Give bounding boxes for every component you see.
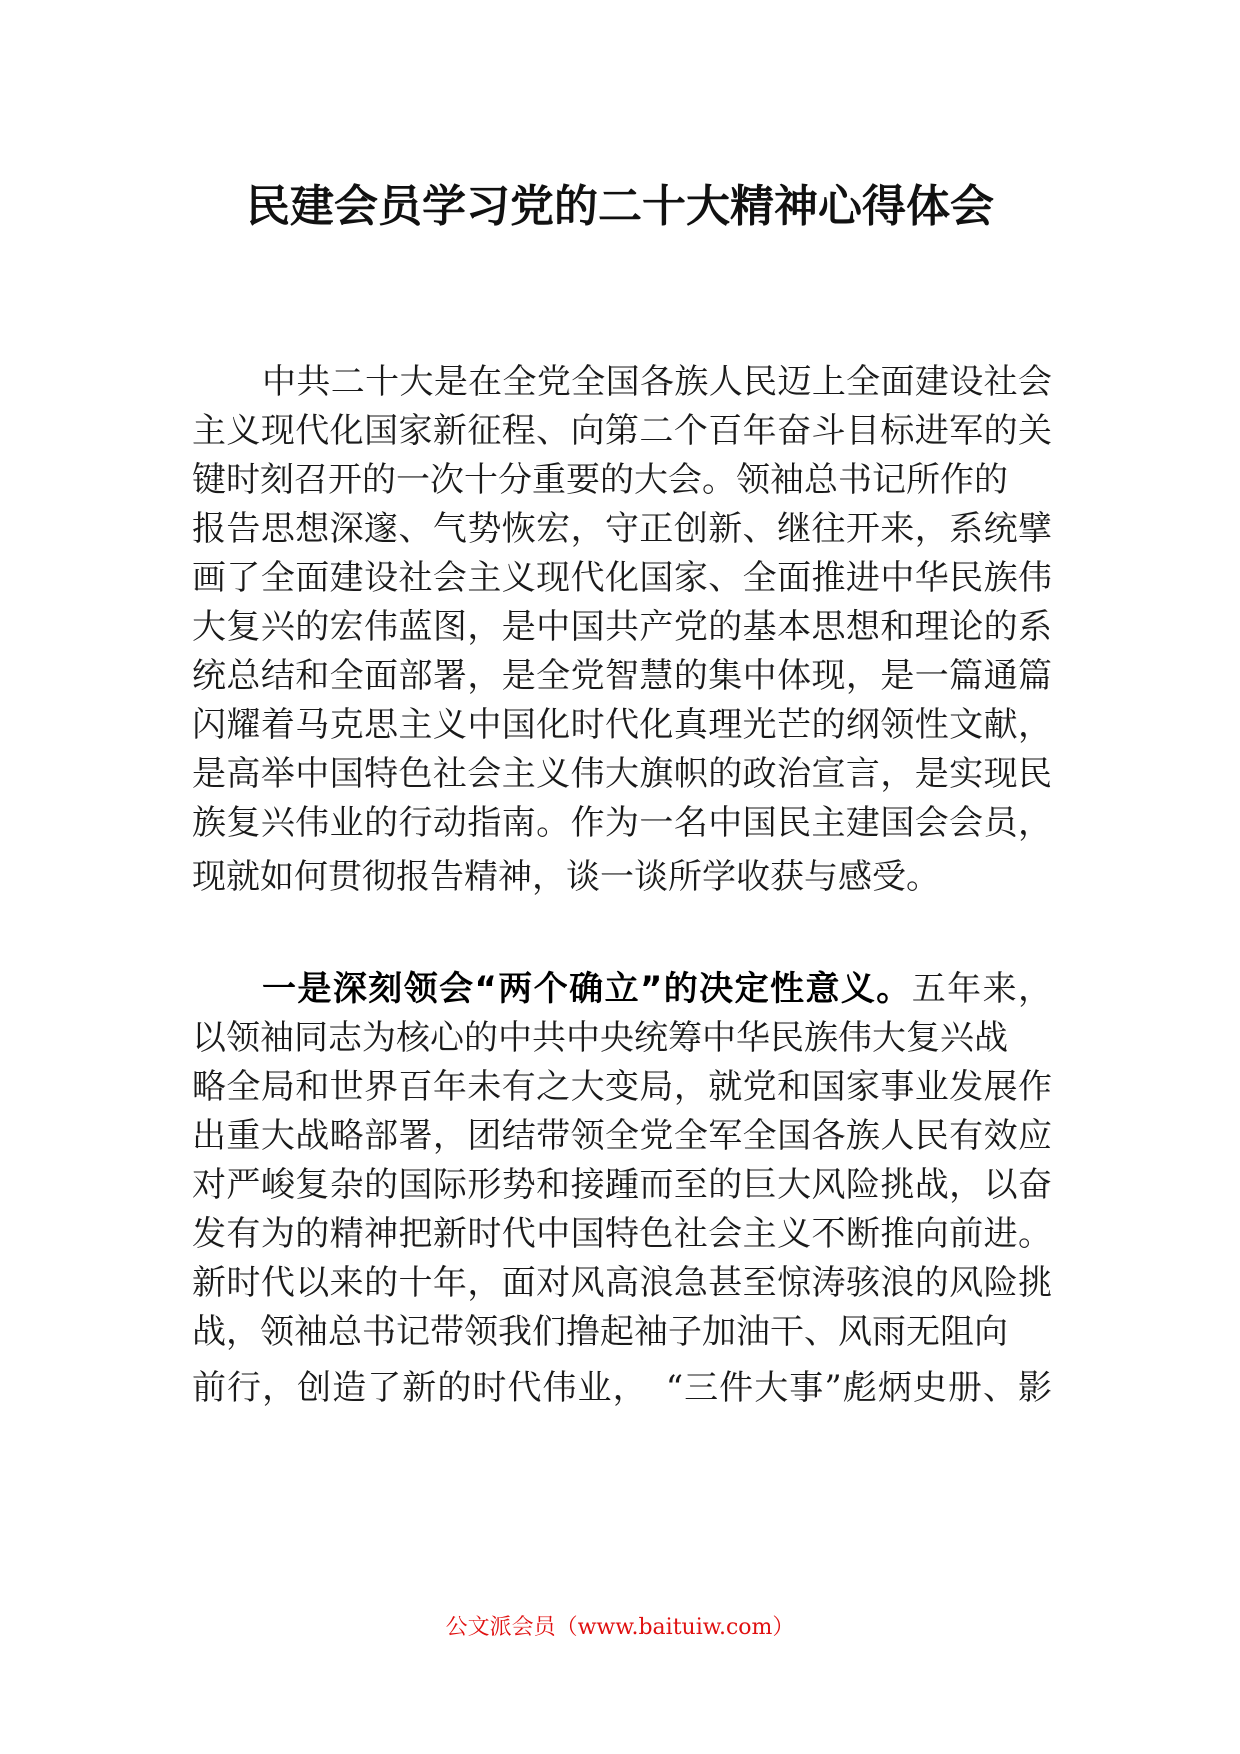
paragraph-1-line-10: 族复兴伟业的行动指南。作为一名中国民主建国会会员， [192, 803, 1052, 843]
paragraph-1-line-11: 现就如何贯彻报告精神，谈一谈所学收获与感受。 [192, 857, 940, 897]
paragraph-1-line-3: 键时刻召开的一次十分重要的大会。领袖总书记所作的 [192, 460, 1008, 500]
paragraph-2-line-4: 出重大战略部署，团结带领全党全军全国各族人民有效应 [192, 1116, 1052, 1156]
footer-watermark-link[interactable]: 公文派会员（www.baituiw.com） [445, 1615, 795, 1640]
paragraph-2-heading: 一是深刻领会“两个确立”的决定性意义。 [262, 969, 912, 1009]
document-title: 民建会员学习党的二十大精神心得体会 [246, 181, 994, 232]
paragraph-2-line-5: 对严峻复杂的国际形势和接踵而至的巨大风险挑战，以奋 [192, 1165, 1052, 1205]
paragraph-1-line-1: 中共二十大是在全党全国各族人民迈上全面建设社会 [262, 362, 1052, 402]
paragraph-1-line-8: 闪耀着马克思主义中国化时代化真理光芒的纲领性文献， [192, 705, 1052, 745]
paragraph-1-line-6: 大复兴的宏伟蓝图，是中国共产党的基本思想和理论的系 [192, 607, 1052, 647]
paragraph-1-line-2: 主义现代化国家新征程、向第二个百年奋斗目标进军的关 [192, 411, 1052, 451]
paragraph-1-line-7: 统总结和全面部署，是全党智慧的集中体现，是一篇通篇 [192, 656, 1052, 696]
paragraph-2-heading-tail: 五年来， [911, 969, 1053, 1009]
paragraph-2-line-2: 以领袖同志为核心的中共中央统筹中华民族伟大复兴战 [192, 1018, 1008, 1058]
paragraph-2-line-8: 战，领袖总书记带领我们撸起袖子加油干、风雨无阻向 [192, 1312, 1008, 1352]
paragraph-1-line-9: 是高举中国特色社会主义伟大旗帜的政治宣言，是实现民 [192, 754, 1052, 794]
paragraph-1-line-5: 画了全面建设社会主义现代化国家、全面推进中华民族伟 [192, 558, 1052, 598]
paragraph-2-line-9: 前行，创造了新的时代伟业， “三件大事”彪炳史册、影 [192, 1368, 1052, 1408]
paragraph-2-line-7: 新时代以来的十年，面对风高浪急甚至惊涛骇浪的风险挑 [192, 1263, 1052, 1303]
paragraph-2-line-6: 发有为的精神把新时代中国特色社会主义不断推向前进。 [192, 1214, 1052, 1254]
paragraph-2-line-3: 略全局和世界百年未有之大变局，就党和国家事业发展作 [192, 1067, 1052, 1107]
paragraph-1-line-4: 报告思想深邃、气势恢宏，守正创新、继往开来，系统擘 [192, 509, 1052, 549]
paragraph-2-line-1 [262, 969, 1052, 1009]
